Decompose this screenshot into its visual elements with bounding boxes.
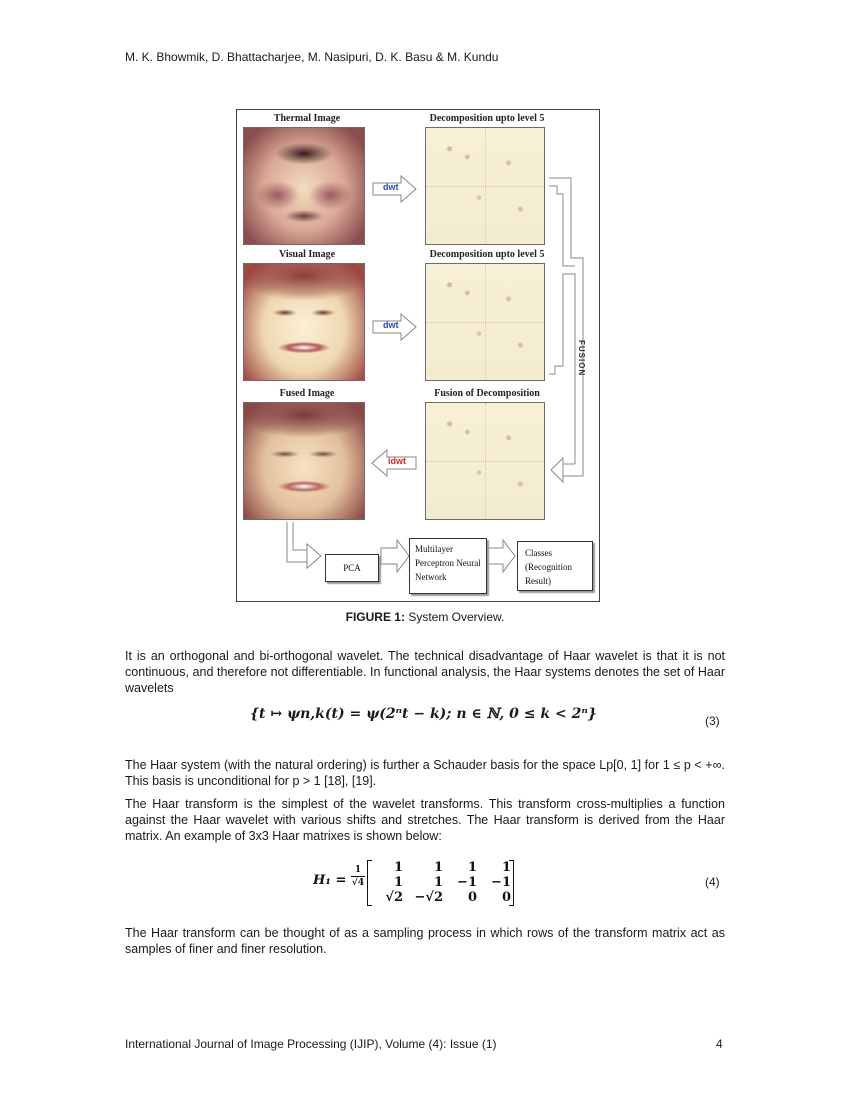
paragraph-sampling-process: The Haar transform can be thought of as a sampling process in which rows of the transform matrix act as samples of finer and finer resolution. [125, 926, 725, 956]
visual-face-image [243, 263, 365, 381]
matrix-right-bracket [509, 860, 514, 906]
fraction-numerator: 1 [351, 864, 365, 877]
fused-face-image [243, 402, 365, 520]
footer-page-number: 4 [716, 1037, 723, 1051]
matrix-body [373, 860, 515, 905]
matrix-cell: 1 [433, 860, 443, 875]
thermal-face-image [243, 127, 365, 245]
matrix-cell: 0 [467, 890, 477, 905]
equation-4-number: (4) [705, 875, 720, 889]
dwt-label-1: dwt [383, 182, 399, 192]
pca-label: PCA [343, 563, 361, 573]
label-fused-image: Fused Image [279, 388, 335, 399]
matrix-left-bracket [367, 860, 372, 906]
paragraph-haar-transform: The Haar transform is the simplest of the wavelet transforms. This transform cross-multiplies a function against the Haar wavelet with various shifts and stretches. The Haar transform is derived from the Haar matrix. An example of 3x3 Haar matrixes is shown below: [125, 797, 725, 843]
matrix-scale-fraction [351, 864, 365, 889]
figure-caption-label: FIGURE 1: [345, 610, 405, 624]
matrix-cell: −1 [491, 875, 511, 890]
visual-decomposition-image [425, 263, 545, 381]
label-fusion-of-decomposition: Fusion of Decomposition [434, 388, 540, 399]
fusion-connector-arrows-icon [549, 170, 599, 480]
label-visual-image: Visual Image [278, 249, 336, 260]
equation-3-haar-system: {t ↦ ψn,k(t) = ψ(2ⁿt − k); n ∈ ℕ, 0 ≤ k < 2ⁿ} [250, 706, 597, 722]
classes-label-line2: (Recognition [525, 562, 572, 572]
running-header-authors: M. K. Bhowmik, D. Bhattacharjee, M. Nasipuri, D. K. Basu & M. Kundu [125, 50, 499, 64]
figure-system-overview [236, 109, 600, 602]
mlp-label-line2: Perceptron Neural [415, 558, 481, 568]
fusion-label: FUSION [577, 340, 586, 377]
figure-caption-text: System Overview. [404, 610, 505, 624]
equation-3-number: (3) [705, 714, 720, 728]
fraction-denominator: √4 [351, 878, 365, 888]
matrix-cell: 1 [393, 875, 403, 890]
mlp-label-line1: Multilayer [415, 544, 453, 554]
matrix-cell: 1 [467, 860, 477, 875]
matrix-lhs: H₁ = [313, 873, 347, 888]
classes-result-box [517, 541, 593, 591]
classes-label-line1: Classes [525, 548, 552, 558]
mlp-label-line3: Network [415, 572, 447, 582]
paragraph-schauder-basis: The Haar system (with the natural ordering) is further a Schauder basis for the space Lp[0, 1] for 1 ≤ p < +∞. This basis is unconditional for p > 1 [18], [19]. [125, 758, 725, 788]
matrix-cell: 1 [501, 860, 511, 875]
pca-box [325, 554, 379, 582]
matrix-cell: −√2 [414, 890, 443, 905]
label-decomposition-visual: Decomposition upto level 5 [429, 249, 545, 260]
mlp-network-box [409, 538, 487, 594]
label-thermal-image: Thermal Image [273, 113, 341, 124]
matrix-cell: 1 [433, 875, 443, 890]
matrix-cell: 0 [501, 890, 511, 905]
thermal-decomposition-image [425, 127, 545, 245]
matrix-cell: 1 [393, 860, 403, 875]
label-decomposition-thermal: Decomposition upto level 5 [429, 113, 545, 124]
idwt-label: idwt [388, 456, 406, 466]
dwt-label-2: dwt [383, 320, 399, 330]
paragraph-haar-wavelet-intro: It is an orthogonal and bi-orthogonal wavelet. The technical disadvantage of Haar wavelet is that it is not continuous, and therefore not differentiable. In functional analysis, the Haar systems denotes the set of Haar wavelets [125, 649, 725, 695]
matrix-cell: √2 [385, 890, 403, 905]
footer-journal-info: International Journal of Image Processing (IJIP), Volume (4): Issue (1) [125, 1037, 497, 1051]
fused-decomposition-image [425, 402, 545, 520]
matrix-cell: −1 [457, 875, 477, 890]
classes-label-line3: Result) [525, 576, 551, 586]
figure-caption [0, 610, 850, 624]
